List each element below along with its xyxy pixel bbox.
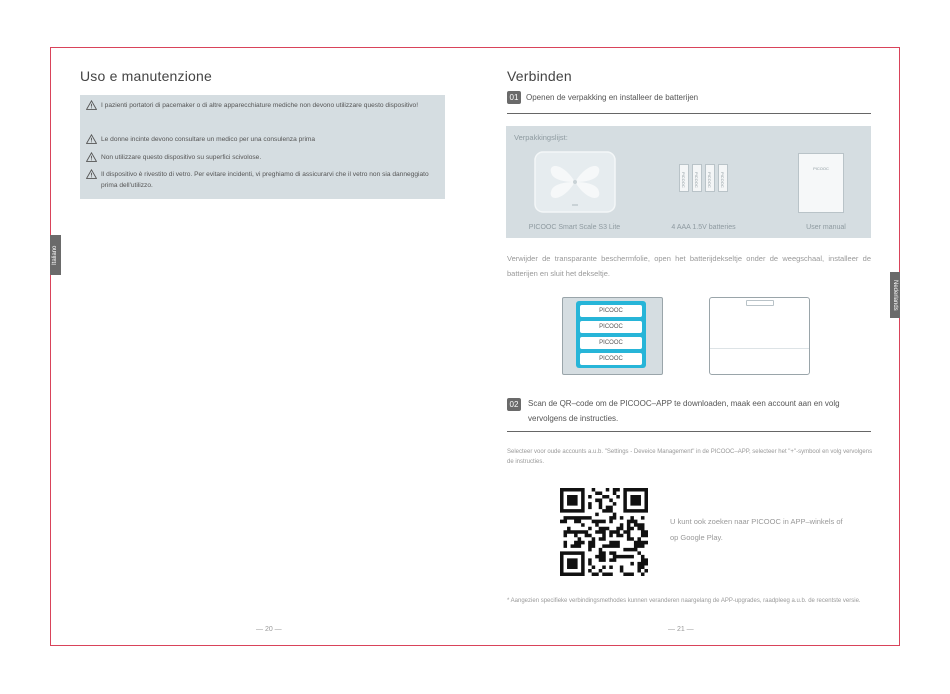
manual-label: PICOOC (813, 166, 829, 171)
warning-text: Non utilizzare questo dispositivo su superfici scivolose. (101, 154, 262, 161)
side-tab-nederlands: Nederlands (890, 272, 900, 318)
divider (507, 113, 871, 114)
user-manual-image (798, 153, 844, 213)
battery-label: PICOOC (694, 172, 699, 188)
battery (580, 337, 642, 349)
footnote: * Aangezien specifieke verbindingsmethodes kunnen veranderen naargelang de APP-upgrades, raadpleeg a.u.b. de recentste versie. (507, 598, 861, 604)
battery-cover-image (709, 297, 810, 375)
battery-label: PICOOC (681, 172, 686, 188)
qr-code (560, 488, 648, 576)
package-list-box (506, 126, 871, 238)
warning-icon (86, 100, 97, 110)
step-number-2: 02 (507, 398, 521, 411)
battery (580, 305, 642, 317)
battery (705, 164, 715, 192)
page-number-right: — 21 — (668, 626, 694, 633)
battery-label: PICOOC (707, 172, 712, 188)
battery (580, 353, 642, 365)
divider (507, 431, 871, 432)
battery (692, 164, 702, 192)
battery-label: PICOOC (599, 340, 623, 346)
app-store-note: U kunt ook zoeken naar PICOOC in APP–winkels of op Google Play. (670, 517, 843, 542)
package-item-manual: User manual (806, 224, 846, 231)
old-accounts-note: Selecteer voor oude accounts a.u.b. "Settings - Deveice Management" in de PICOOC–APP, selecteer het "+"-symbool en volg vervolgens de instructies. (507, 449, 873, 465)
battery-label: PICOOC (599, 308, 623, 314)
battery-compartment-image (562, 297, 663, 375)
scale-image (534, 151, 616, 213)
warning-icon (86, 134, 97, 144)
battery (679, 164, 689, 192)
step-text-2: Scan de QR–code om de PICOOC–APP te downloaden, maak een account aan en volg vervolgens de instructies. (528, 399, 840, 423)
warning-icon (86, 152, 97, 162)
page-title-left: Uso e manutenzione (80, 68, 213, 84)
package-list-title: Verpakkingslijst: (514, 133, 568, 142)
warning-icon (86, 169, 97, 179)
warning-text: I pazienti portatori di pacemaker o di altre apparecchiature mediche non devono utilizzare questo dispositivo! (101, 102, 419, 109)
side-tab-italiano: Italiano (50, 235, 61, 275)
page-number-left: — 20 — (256, 626, 282, 633)
package-item-batteries: 4 AAA 1.5V batteries (671, 224, 736, 231)
installation-instructions: Verwijder de transparante beschermfolie, open het batterijdekseltje onder de weegschaal, installeer de batterijen en sluit het dekseltje. (507, 254, 871, 278)
page-title-right: Verbinden (507, 68, 572, 84)
battery-label: PICOOC (720, 172, 725, 188)
package-item-scale: PICOOC Smart Scale S3 Lite (528, 224, 621, 231)
battery-label: PICOOC (599, 324, 623, 330)
battery (580, 321, 642, 333)
step-number-1: 01 (507, 91, 521, 104)
step-text-1: Openen de verpakking en installeer de batterijen (526, 93, 699, 102)
warning-text: Il dispositivo è rivestito di vetro. Per evitare incidenti, vi preghiamo di assicurarvi che il vetro non sia danneggiato prima dell'utilizzo. (101, 171, 429, 189)
battery-label: PICOOC (599, 356, 623, 362)
battery (718, 164, 728, 192)
warning-text: Le donne incinte devono consultare un medico per una consulenza prima (101, 136, 316, 143)
warning-box (80, 95, 445, 199)
